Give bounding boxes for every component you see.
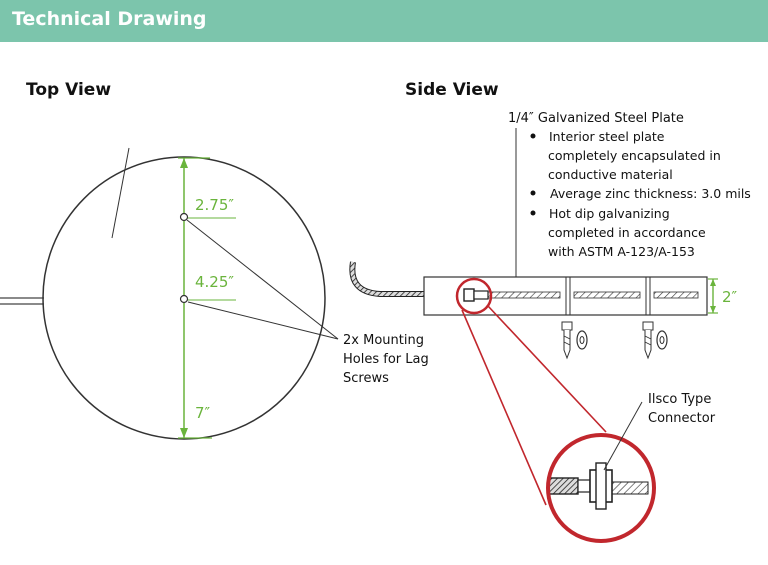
dimension-2-75: 2.75″ — [195, 196, 235, 214]
washer-hole — [660, 337, 664, 344]
steel-plate-segment-1 — [488, 292, 560, 298]
mounting-holes-label: 2x Mounting Holes for Lag Screws — [343, 333, 429, 386]
magnify-line-left — [462, 310, 546, 505]
bullet-icon — [531, 134, 536, 139]
steel-plate-segment-2 — [574, 292, 640, 298]
lag-screw-1 — [562, 322, 587, 358]
dimension-4-25: 4.25″ — [195, 273, 235, 291]
washer-hole — [580, 337, 584, 344]
bullet-hot-dip: Hot dip galvanizing completed in accordance with ASTM A-123/A-153 — [548, 206, 706, 259]
side-view-diagram — [352, 111, 751, 541]
mounting-hole-upper — [181, 214, 188, 221]
connector-label: Ilsco Type Connector — [648, 392, 716, 426]
bullet-zinc-thickness: Average zinc thickness: 3.0 mils — [550, 186, 751, 201]
arrow-up-icon — [710, 279, 716, 286]
bullet-icon — [531, 191, 536, 196]
screw-head — [643, 322, 653, 330]
detail-steel-plate — [612, 482, 648, 494]
plate-title: 1/4″ Galvanized Steel Plate — [508, 111, 684, 126]
connector-detail — [548, 435, 654, 541]
page-title: Technical Drawing — [12, 8, 207, 30]
side-view-title: Side View — [405, 80, 499, 100]
arrow-down-icon — [180, 428, 188, 438]
detail-connector-jaw — [578, 480, 590, 492]
dimension-7: 7″ — [195, 404, 211, 422]
lag-screw-2 — [643, 322, 667, 358]
screw-shank — [645, 330, 651, 358]
height-dimension-label: 2″ — [722, 288, 738, 306]
leader-line — [112, 148, 129, 238]
bullet-interior-plate: Interior steel plate completely encapsulated in conductive material — [548, 129, 721, 182]
steel-plate-segment-3 — [654, 292, 698, 298]
screw-shank — [564, 330, 570, 358]
mounting-hole-lower — [181, 296, 188, 303]
bullet-icon — [531, 211, 536, 216]
detail-cable — [548, 478, 578, 494]
hole-leader-lower — [188, 302, 338, 339]
screw-head — [562, 322, 572, 330]
small-connector — [464, 289, 474, 301]
top-view-title: Top View — [26, 80, 112, 100]
arrow-down-icon — [710, 306, 716, 313]
small-connector-body — [474, 291, 488, 299]
arrow-up-icon — [180, 158, 188, 168]
